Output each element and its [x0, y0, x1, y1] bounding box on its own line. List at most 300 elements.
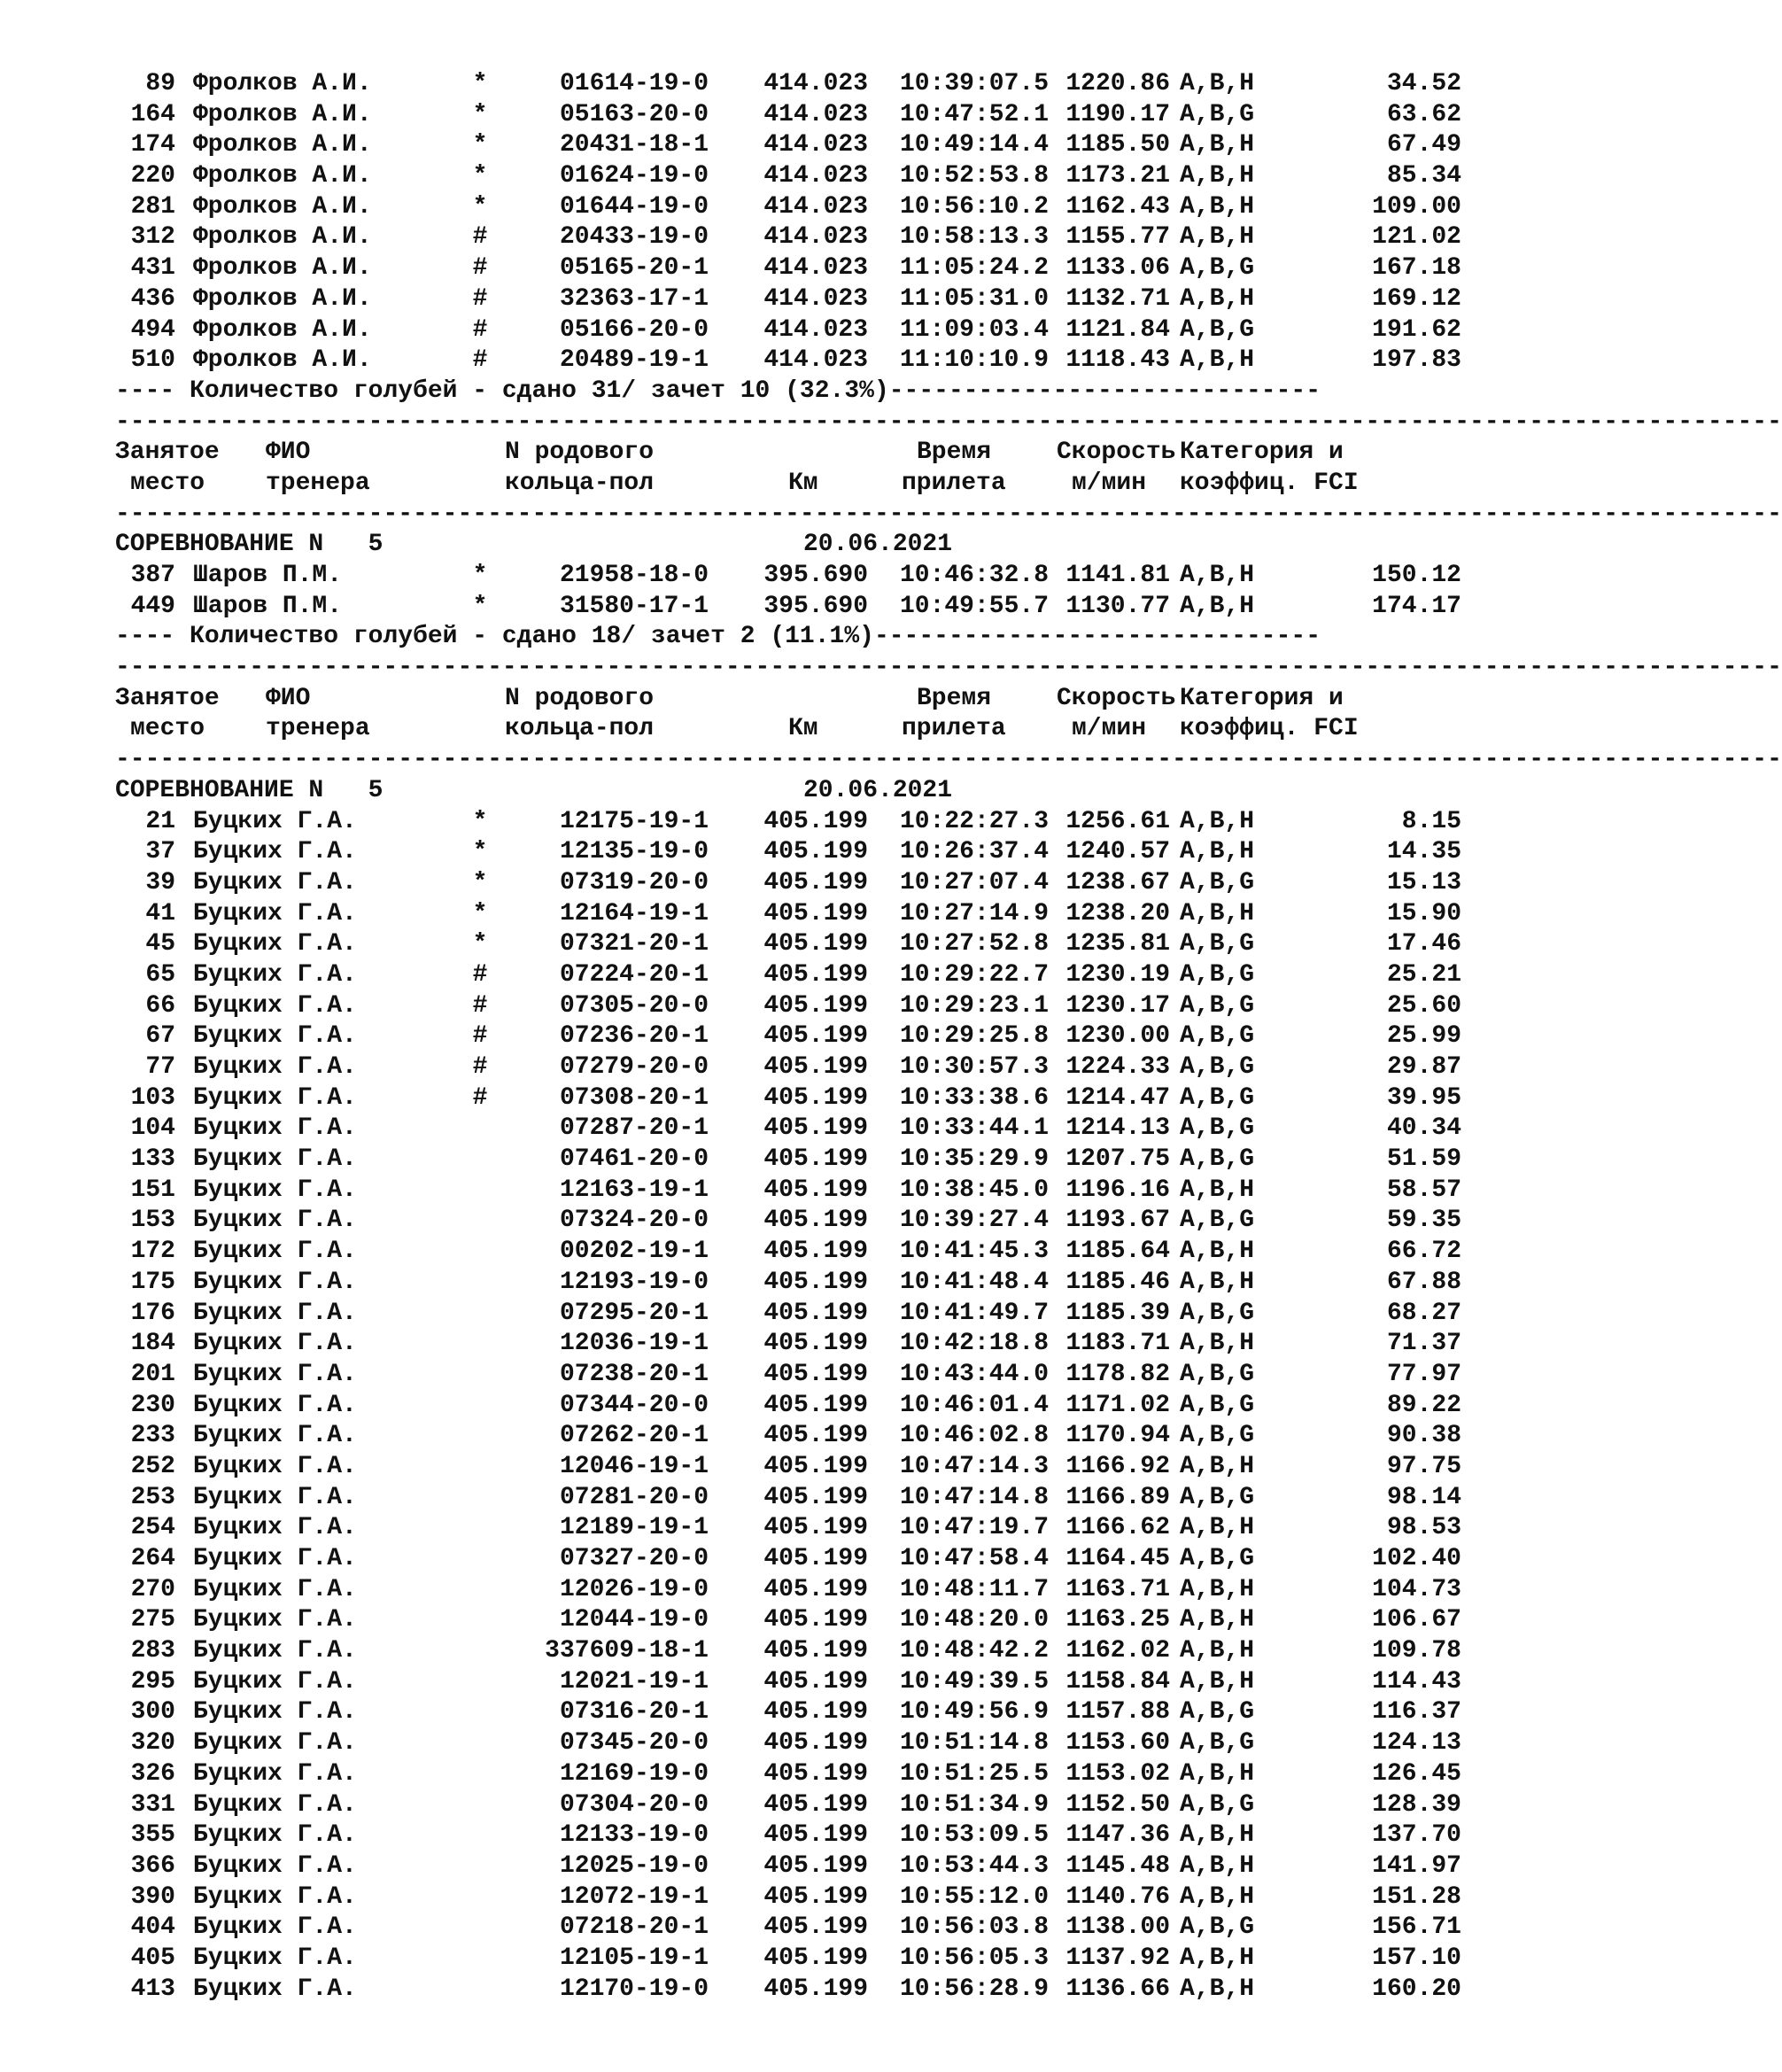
trainer-name: Фролков А.И. [193, 192, 372, 221]
place-number: 405 [130, 1944, 175, 1972]
distance-km: 405.199 [763, 1729, 868, 1758]
header-time-2: прилета [902, 469, 1006, 497]
speed-mpm: 1256.61 [1065, 807, 1170, 835]
distance-km: 405.199 [763, 1575, 868, 1603]
place-number: 39 [145, 868, 175, 896]
result-row [115, 1820, 1461, 1851]
result-row [115, 1452, 1461, 1483]
column-header-row-2 [115, 714, 1444, 745]
header-km: Км [788, 715, 818, 743]
ring-number: 07262-20-1 [559, 1422, 709, 1450]
arrival-time: 10:29:22.7 [899, 960, 1049, 989]
arrival-time: 10:30:57.3 [899, 1053, 1049, 1081]
arrival-time: 10:42:18.8 [899, 1330, 1049, 1358]
distance-km: 414.023 [763, 162, 868, 190]
ring-number: 07218-20-1 [559, 1913, 709, 1942]
fci-coefficient: 191.62 [1372, 315, 1461, 344]
fci-coefficient: 67.88 [1386, 1268, 1461, 1296]
fci-coefficient: 98.14 [1386, 1483, 1461, 1511]
arrival-time: 10:53:09.5 [899, 1821, 1049, 1850]
fci-coefficient: 114.43 [1372, 1667, 1461, 1696]
distance-km: 405.199 [763, 1422, 868, 1450]
ring-number: 07321-20-1 [559, 930, 709, 958]
result-row [115, 1975, 1461, 2006]
trainer-name: Буцких Г.А. [193, 1238, 357, 1266]
fci-coefficient: 85.34 [1386, 162, 1461, 190]
arrival-time: 10:26:37.4 [899, 838, 1049, 866]
result-row [115, 1083, 1461, 1114]
trainer-name: Фролков А.И. [193, 131, 372, 159]
result-row [115, 1145, 1461, 1176]
mark-symbol: # [472, 1053, 488, 1081]
header-place-2: место [130, 715, 205, 743]
distance-km: 405.199 [763, 1207, 868, 1235]
speed-mpm: 1166.89 [1065, 1483, 1170, 1511]
mark-symbol: # [472, 1022, 488, 1051]
result-row [115, 1667, 1461, 1698]
speed-mpm: 1178.82 [1065, 1360, 1170, 1388]
place-number: 494 [130, 315, 175, 344]
trainer-name: Фролков А.И. [193, 100, 372, 128]
column-header-row-1 [115, 438, 1444, 469]
fci-coefficient: 160.20 [1372, 1975, 1461, 2003]
category: A,B,H [1180, 1575, 1255, 1603]
place-number: 283 [130, 1637, 175, 1665]
category: A,B,H [1180, 1268, 1255, 1296]
speed-mpm: 1141.81 [1065, 562, 1170, 589]
arrival-time: 10:39:27.4 [899, 1207, 1049, 1235]
speed-mpm: 1138.00 [1065, 1913, 1170, 1942]
fci-coefficient: 58.57 [1386, 1176, 1461, 1204]
column-header-row-1 [115, 684, 1444, 715]
fci-coefficient: 15.13 [1386, 868, 1461, 896]
fci-coefficient: 128.39 [1372, 1790, 1461, 1819]
trainer-name: Буцких Г.А. [193, 1145, 357, 1174]
place-number: 220 [130, 162, 175, 190]
arrival-time: 11:10:10.9 [899, 346, 1049, 375]
mark-symbol: * [472, 192, 488, 221]
category: A,B,H [1180, 1944, 1255, 1972]
distance-km: 414.023 [763, 131, 868, 159]
distance-km: 405.199 [763, 1268, 868, 1296]
ring-number: 12175-19-1 [559, 807, 709, 835]
place-number: 270 [130, 1575, 175, 1603]
trainer-results-frolkov [115, 69, 1461, 376]
place-number: 275 [130, 1606, 175, 1634]
trainer-name: Буцких Г.А. [193, 930, 357, 958]
header-category-2: коэффиц. FCI [1180, 469, 1359, 497]
place-number: 264 [130, 1545, 175, 1572]
fci-coefficient: 121.02 [1372, 223, 1461, 252]
header-place-2: место [130, 469, 205, 497]
category: A,B,G [1180, 1022, 1255, 1051]
category: A,B,H [1180, 562, 1255, 589]
result-row [115, 1728, 1461, 1759]
header-time-2: прилета [902, 715, 1006, 743]
speed-mpm: 1235.81 [1065, 930, 1170, 958]
category: A,B,G [1180, 100, 1255, 128]
category: A,B,H [1180, 192, 1255, 221]
ring-number: 00202-19-1 [559, 1238, 709, 1266]
arrival-time: 10:56:05.3 [899, 1944, 1049, 1972]
result-row [115, 1513, 1461, 1544]
trainer-name: Буцких Г.А. [193, 1391, 357, 1419]
result-row [115, 1237, 1461, 1268]
header-name: ФИО [266, 684, 311, 712]
place-number: 174 [130, 131, 175, 159]
arrival-time: 10:33:44.1 [899, 1114, 1049, 1143]
trainer-results-sharov [115, 561, 1461, 622]
fci-coefficient: 71.37 [1386, 1330, 1461, 1358]
result-row [115, 253, 1461, 284]
competition-label: СОРЕВНОВАНИЕ N 5 [115, 776, 384, 804]
distance-km: 414.023 [763, 100, 868, 128]
fci-coefficient: 67.49 [1386, 131, 1461, 159]
category: A,B,H [1180, 1606, 1255, 1634]
place-number: 89 [145, 70, 175, 97]
arrival-time: 10:35:29.9 [899, 1145, 1049, 1174]
arrival-time: 10:33:38.6 [899, 1083, 1049, 1112]
group-summary-line: ---- Количество голубей - сдано 18/ зачет 2 (11.1%)------------------------------ [115, 623, 1321, 651]
distance-km: 405.199 [763, 807, 868, 835]
category: A,B,G [1180, 1698, 1255, 1727]
group-summary-line: ---- Количество голубей - сдано 31/ зачет 10 (32.3%)----------------------------- [115, 376, 1321, 405]
place-number: 253 [130, 1483, 175, 1511]
category: A,B,H [1180, 346, 1255, 375]
fci-coefficient: 150.12 [1372, 562, 1461, 589]
ring-number: 07316-20-1 [559, 1698, 709, 1727]
result-row [115, 222, 1461, 253]
category: A,B,G [1180, 1083, 1255, 1112]
arrival-time: 10:55:12.0 [899, 1882, 1049, 1911]
trainer-name: Буцких Г.А. [193, 1452, 357, 1480]
distance-km: 405.199 [763, 1944, 868, 1972]
ring-number: 07345-20-0 [559, 1729, 709, 1758]
arrival-time: 10:47:19.7 [899, 1514, 1049, 1542]
fci-coefficient: 109.00 [1372, 192, 1461, 221]
header-time: Время [917, 438, 992, 467]
speed-mpm: 1145.48 [1065, 1851, 1170, 1880]
speed-mpm: 1183.71 [1065, 1330, 1170, 1358]
trainer-name: Буцких Г.А. [193, 1851, 357, 1880]
distance-km: 405.199 [763, 1022, 868, 1051]
distance-km: 405.199 [763, 991, 868, 1020]
fci-coefficient: 167.18 [1372, 254, 1461, 283]
place-number: 449 [130, 592, 175, 620]
distance-km: 405.199 [763, 1913, 868, 1942]
category: A,B,H [1180, 807, 1255, 835]
distance-km: 405.199 [763, 1176, 868, 1204]
place-number: 312 [130, 223, 175, 252]
ring-number: 07308-20-1 [559, 1083, 709, 1112]
trainer-name: Буцких Г.А. [193, 1913, 357, 1942]
speed-mpm: 1238.20 [1065, 899, 1170, 927]
arrival-time: 10:56:28.9 [899, 1975, 1049, 2003]
mark-symbol: # [472, 346, 488, 375]
place-number: 413 [130, 1975, 175, 2003]
fci-coefficient: 77.97 [1386, 1360, 1461, 1388]
fci-coefficient: 109.78 [1372, 1637, 1461, 1665]
result-row [115, 192, 1461, 223]
place-number: 387 [130, 562, 175, 589]
mark-symbol: * [472, 930, 488, 958]
distance-km: 414.023 [763, 254, 868, 283]
ring-number: 07295-20-1 [559, 1299, 709, 1327]
speed-mpm: 1133.06 [1065, 254, 1170, 283]
category: A,B,G [1180, 254, 1255, 283]
category: A,B,G [1180, 1391, 1255, 1419]
trainer-name: Буцких Г.А. [193, 807, 357, 835]
arrival-time: 10:46:01.4 [899, 1391, 1049, 1419]
arrival-time: 10:38:45.0 [899, 1176, 1049, 1204]
trainer-name: Буцких Г.А. [193, 991, 357, 1020]
category: A,B,H [1180, 1176, 1255, 1204]
ring-number: 12105-19-1 [559, 1944, 709, 1972]
place-number: 67 [145, 1022, 175, 1051]
result-row [115, 1021, 1461, 1052]
competition-line [115, 776, 1444, 807]
speed-mpm: 1185.46 [1065, 1268, 1170, 1296]
category: A,B,H [1180, 899, 1255, 927]
result-row [115, 592, 1461, 623]
mark-symbol: # [472, 284, 488, 313]
arrival-time: 10:41:48.4 [899, 1268, 1049, 1296]
arrival-time: 10:49:39.5 [899, 1667, 1049, 1696]
category: A,B,G [1180, 991, 1255, 1020]
result-row [115, 1913, 1461, 1944]
fci-coefficient: 51.59 [1386, 1145, 1461, 1174]
result-row [115, 1882, 1461, 1913]
trainer-name: Буцких Г.А. [193, 1575, 357, 1603]
trainer-name: Буцких Г.А. [193, 1606, 357, 1634]
place-number: 281 [130, 192, 175, 221]
arrival-time: 10:48:11.7 [899, 1575, 1049, 1603]
category: A,B,H [1180, 1637, 1255, 1665]
place-number: 230 [130, 1391, 175, 1419]
place-number: 65 [145, 960, 175, 989]
speed-mpm: 1185.39 [1065, 1299, 1170, 1327]
ring-number: 05163-20-0 [559, 100, 709, 128]
category: A,B,H [1180, 70, 1255, 97]
trainer-name: Буцких Г.А. [193, 1053, 357, 1081]
distance-km: 405.199 [763, 1483, 868, 1511]
header-place: Занятое [115, 684, 220, 712]
place-number: 254 [130, 1514, 175, 1542]
header-place: Занятое [115, 438, 220, 467]
speed-mpm: 1214.13 [1065, 1114, 1170, 1143]
fci-coefficient: 151.28 [1372, 1882, 1461, 1911]
result-row [115, 1391, 1461, 1422]
category: A,B,H [1180, 1514, 1255, 1542]
distance-km: 405.199 [763, 1851, 868, 1880]
ring-number: 32363-17-1 [559, 284, 709, 313]
place-number: 184 [130, 1330, 175, 1358]
result-row [115, 1421, 1461, 1452]
speed-mpm: 1130.77 [1065, 592, 1170, 620]
trainer-name: Буцких Г.А. [193, 899, 357, 927]
distance-km: 405.199 [763, 1667, 868, 1696]
place-number: 201 [130, 1360, 175, 1388]
ring-number: 12044-19-0 [559, 1606, 709, 1634]
trainer-name: Фролков А.И. [193, 284, 372, 313]
speed-mpm: 1132.71 [1065, 284, 1170, 313]
distance-km: 405.199 [763, 1759, 868, 1788]
result-row [115, 1759, 1461, 1790]
distance-km: 405.199 [763, 1299, 868, 1327]
place-number: 41 [145, 899, 175, 927]
arrival-time: 10:49:55.7 [899, 592, 1049, 620]
speed-mpm: 1185.50 [1065, 131, 1170, 159]
ring-number: 12164-19-1 [559, 899, 709, 927]
speed-mpm: 1153.02 [1065, 1759, 1170, 1788]
fci-coefficient: 169.12 [1372, 284, 1461, 313]
result-row [115, 807, 1461, 838]
result-row [115, 100, 1461, 131]
category: A,B,G [1180, 1207, 1255, 1235]
arrival-time: 10:47:14.3 [899, 1452, 1049, 1480]
category: A,B,H [1180, 162, 1255, 190]
category: A,B,H [1180, 1452, 1255, 1480]
place-number: 176 [130, 1299, 175, 1327]
ring-number: 07461-20-0 [559, 1145, 709, 1174]
trainer-name: Буцких Г.А. [193, 1698, 357, 1727]
result-row [115, 561, 1461, 592]
fci-coefficient: 40.34 [1386, 1114, 1461, 1143]
mark-symbol: * [472, 592, 488, 620]
place-number: 151 [130, 1176, 175, 1204]
arrival-time: 10:47:58.4 [899, 1545, 1049, 1572]
speed-mpm: 1230.00 [1065, 1022, 1170, 1051]
ring-number: 12193-19-0 [559, 1268, 709, 1296]
distance-km: 405.199 [763, 1330, 868, 1358]
distance-km: 405.199 [763, 960, 868, 989]
speed-mpm: 1157.88 [1065, 1698, 1170, 1727]
category: A,B,H [1180, 838, 1255, 866]
competition-line [115, 530, 1444, 561]
arrival-time: 11:09:03.4 [899, 315, 1049, 344]
arrival-time: 10:49:14.4 [899, 131, 1049, 159]
result-row [115, 1052, 1461, 1083]
distance-km: 405.199 [763, 1514, 868, 1542]
header-category: Категория и [1180, 438, 1344, 467]
place-number: 295 [130, 1667, 175, 1696]
arrival-time: 10:47:52.1 [899, 100, 1049, 128]
speed-mpm: 1152.50 [1065, 1790, 1170, 1819]
ring-number: 20431-18-1 [559, 131, 709, 159]
arrival-time: 10:51:25.5 [899, 1759, 1049, 1788]
ring-number: 07238-20-1 [559, 1360, 709, 1388]
result-row [115, 929, 1461, 960]
speed-mpm: 1136.66 [1065, 1975, 1170, 2003]
ring-number: 337609-18-1 [545, 1637, 709, 1665]
place-number: 510 [130, 346, 175, 375]
result-row [115, 837, 1461, 868]
speed-mpm: 1140.76 [1065, 1882, 1170, 1911]
distance-km: 405.199 [763, 1698, 868, 1727]
header-km: Км [788, 469, 818, 497]
arrival-time: 10:56:03.8 [899, 1913, 1049, 1942]
result-row [115, 315, 1461, 346]
place-number: 436 [130, 284, 175, 313]
category: A,B,G [1180, 930, 1255, 958]
distance-km: 405.199 [763, 1452, 868, 1480]
trainer-name: Буцких Г.А. [193, 1667, 357, 1696]
arrival-time: 10:41:45.3 [899, 1238, 1049, 1266]
fci-coefficient: 8.15 [1401, 807, 1461, 835]
distance-km: 405.199 [763, 838, 868, 866]
speed-mpm: 1207.75 [1065, 1145, 1170, 1174]
fci-coefficient: 15.90 [1386, 899, 1461, 927]
fci-coefficient: 106.67 [1372, 1606, 1461, 1634]
fci-coefficient: 197.83 [1372, 346, 1461, 375]
header-ring-2: кольца-пол [505, 469, 655, 497]
result-row [115, 1575, 1461, 1606]
fci-coefficient: 66.72 [1386, 1238, 1461, 1266]
speed-mpm: 1214.47 [1065, 1083, 1170, 1112]
speed-mpm: 1153.60 [1065, 1729, 1170, 1758]
trainer-name: Фролков А.И. [193, 254, 372, 283]
distance-km: 414.023 [763, 223, 868, 252]
arrival-time: 10:27:07.4 [899, 868, 1049, 896]
mark-symbol: * [472, 838, 488, 866]
fci-coefficient: 90.38 [1386, 1422, 1461, 1450]
speed-mpm: 1171.02 [1065, 1391, 1170, 1419]
ring-number: 12026-19-0 [559, 1575, 709, 1603]
category: A,B,H [1180, 1851, 1255, 1880]
distance-km: 405.199 [763, 1053, 868, 1081]
competition-date: 20.06.2021 [803, 776, 953, 804]
distance-km: 405.199 [763, 1391, 868, 1419]
distance-km: 405.199 [763, 1145, 868, 1174]
category: A,B,G [1180, 868, 1255, 896]
trainer-name: Буцких Г.А. [193, 1083, 357, 1112]
arrival-time: 10:29:23.1 [899, 991, 1049, 1020]
place-number: 366 [130, 1851, 175, 1880]
mark-symbol: * [472, 562, 488, 589]
arrival-time: 10:29:25.8 [899, 1022, 1049, 1051]
distance-km: 405.199 [763, 1637, 868, 1665]
speed-mpm: 1163.25 [1065, 1606, 1170, 1634]
ring-number: 07305-20-0 [559, 991, 709, 1020]
fci-coefficient: 174.17 [1372, 592, 1461, 620]
trainer-name: Фролков А.И. [193, 223, 372, 252]
ring-number: 01624-19-0 [559, 162, 709, 190]
fci-coefficient: 126.45 [1372, 1759, 1461, 1788]
category: A,B,G [1180, 1299, 1255, 1327]
place-number: 233 [130, 1422, 175, 1450]
result-row [115, 899, 1461, 930]
speed-mpm: 1193.67 [1065, 1207, 1170, 1235]
category: A,B,H [1180, 1821, 1255, 1850]
place-number: 331 [130, 1790, 175, 1819]
place-number: 300 [130, 1698, 175, 1727]
fci-coefficient: 89.22 [1386, 1391, 1461, 1419]
speed-mpm: 1164.45 [1065, 1545, 1170, 1572]
category: A,B,G [1180, 1729, 1255, 1758]
trainer-name: Буцких Г.А. [193, 1514, 357, 1542]
mark-symbol: # [472, 315, 488, 344]
header-ring: N родового [505, 438, 655, 467]
speed-mpm: 1230.19 [1065, 960, 1170, 989]
trainer-name: Буцких Г.А. [193, 1207, 357, 1235]
ring-number: 12135-19-0 [559, 838, 709, 866]
category: A,B,H [1180, 1330, 1255, 1358]
speed-mpm: 1147.36 [1065, 1821, 1170, 1850]
category: A,B,G [1180, 1145, 1255, 1174]
arrival-time: 10:51:14.8 [899, 1729, 1049, 1758]
ring-number: 01614-19-0 [559, 70, 709, 97]
arrival-time: 10:47:14.8 [899, 1483, 1049, 1511]
